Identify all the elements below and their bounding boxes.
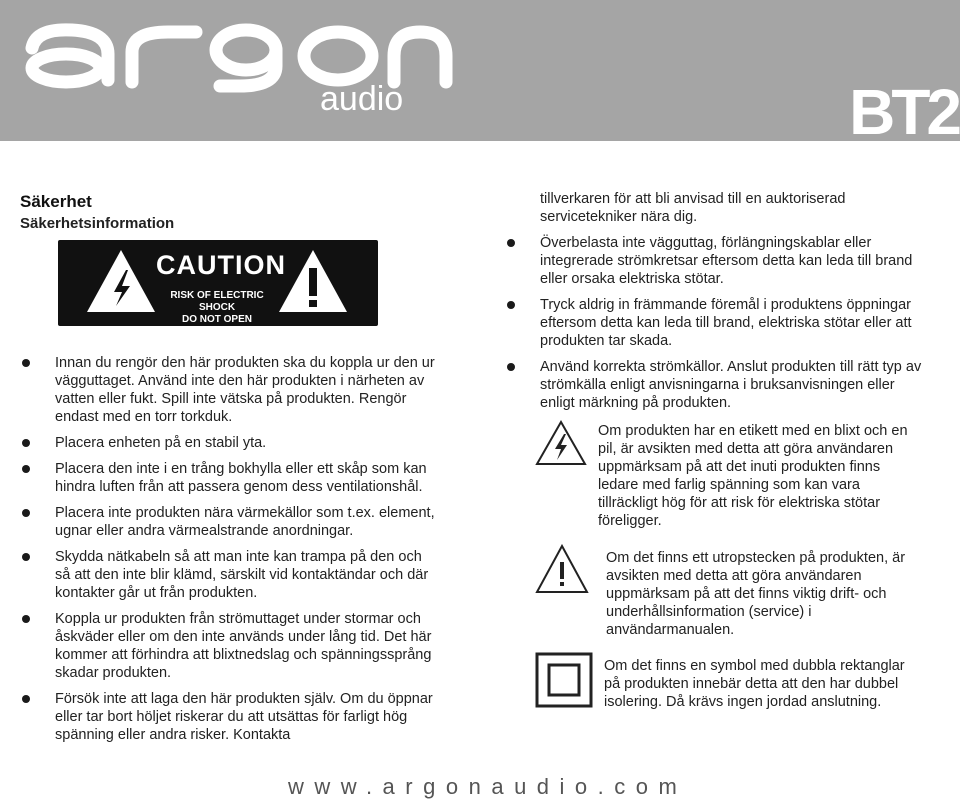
list-item: Placera inte produkten nära värmekällor som t.ex. element, ugnar eller andra värmealstrande anordningar. bbox=[20, 504, 440, 540]
caution-word: CAUTION bbox=[156, 250, 286, 280]
list-item: Placera den inte i en trång bokhylla eller ett skåp som kan hindra luften från att passera genom dess ventilationshål. bbox=[20, 460, 440, 496]
caution-label bbox=[58, 240, 378, 326]
section-heading bbox=[20, 192, 440, 233]
list-item: Använd korrekta strömkällor. Anslut produkten till rätt typ av strömkälla enligt anvisningarna i bruksanvisningen eller enligt märkning på produkten. bbox=[505, 358, 925, 412]
caution-line-1: RISK OF ELECTRIC SHOCK bbox=[170, 290, 264, 313]
continued-text: tillverkaren för att bli anvisad till en auktoriserad servicetekniker nära dig. bbox=[540, 191, 846, 225]
argon-audio-logo bbox=[20, 10, 460, 114]
list-item: Överbelasta inte vägguttag, förlängningskablar eller integrerade strömkretsar eftersom detta kan leda till brand eller orsaka elektriska stötar. bbox=[505, 234, 925, 288]
symbol-exclamation-text: Om det finns ett utropstecken på produkten, är avsikten med detta att göra användaren uppmärksam på att det finns viktig drift- och underhållsinformation (service) i användarmanualen. bbox=[606, 550, 906, 638]
list-item: Placera enheten på en stabil yta. bbox=[20, 434, 440, 452]
caution-warning-text bbox=[154, 290, 280, 326]
logo-audio-text: audio bbox=[320, 80, 404, 114]
model-name: BT2 bbox=[849, 76, 958, 148]
symbol-double-square bbox=[535, 652, 935, 742]
double-square-icon bbox=[535, 652, 593, 708]
list-item: Tryck aldrig in främmande föremål i produktens öppningar eftersom detta kan leda till brand, elektriska stötar eller att produkten tar skada. bbox=[505, 296, 925, 350]
left-safety-list bbox=[20, 354, 440, 752]
section-title: Säkerhet bbox=[20, 192, 92, 211]
right-safety-list bbox=[505, 190, 925, 420]
caution-line-2: DO NOT OPEN bbox=[181, 314, 252, 325]
footer-url: www.argonaudio.com bbox=[288, 774, 688, 799]
exclamation-triangle-icon bbox=[276, 246, 350, 316]
symbol-lightning bbox=[535, 418, 935, 529]
list-item: Försök inte att laga den här produkten själv. Om du öppnar eller tar bort höljet riskerar du att utsättas för farligt hög spänning eller andra risker. Kontakta bbox=[20, 690, 440, 744]
list-item: Innan du rengör den här produkten ska du koppla ur den ur vägguttaget. Använd inte den här produkten i närheten av vatten eller fukt. Spill inte vätska på produkten. Rengör endast med en torr torkduk. bbox=[20, 354, 440, 426]
header-banner bbox=[0, 0, 960, 148]
symbol-exclamation bbox=[535, 544, 935, 638]
symbol-lightning-text: Om produkten har en etikett med en blixt och en pil, är avsikten med detta att göra användaren uppmärksam på att det inuti produkten finns ledare med farlig spänning som kan vara tillräckligt hög för att risk för elektriska stötar föreligger. bbox=[598, 423, 908, 529]
lightning-triangle-icon bbox=[535, 420, 587, 466]
symbol-double-square-text: Om det finns en symbol med dubbla rektanglar på produkten innebär detta att den har dubbel isolering. Då krävs ingen jordad anslutning. bbox=[604, 658, 905, 710]
exclamation-triangle-icon bbox=[535, 544, 589, 594]
section-subtitle: Säkerhetsinformation bbox=[20, 215, 175, 232]
lightning-triangle-icon bbox=[84, 246, 158, 316]
list-item: Skydda nätkabeln så att man inte kan trampa på den och så att den inte blir klämd, särskilt vid kontaktändar och där kontakter går ut från produkten. bbox=[20, 548, 440, 602]
list-item: Koppla ur produkten från strömuttaget under stormar och åskväder eller om den inte används under lång tid. Det här kommer att förhindra att blixtnedslag och spänningssprång skadar produkten. bbox=[20, 610, 440, 682]
